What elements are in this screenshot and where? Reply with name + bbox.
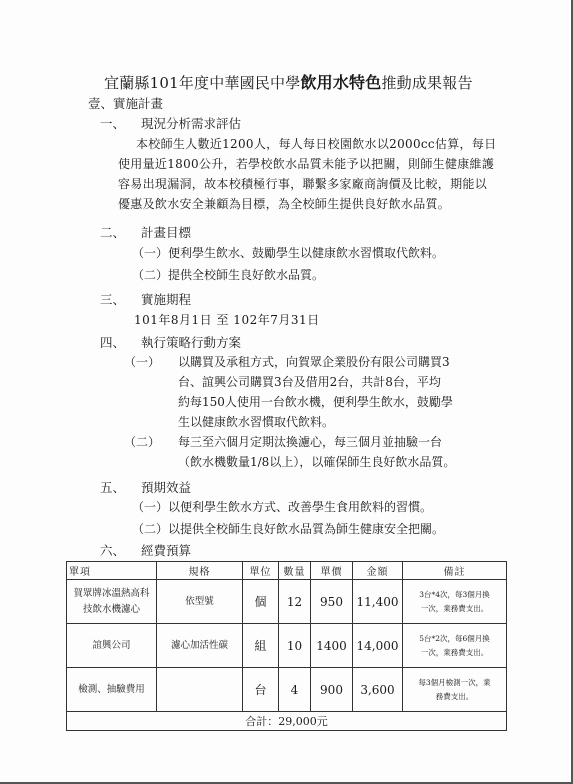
cell-qty: 12 xyxy=(279,580,311,624)
section-6-heading: 六、 經費預算 xyxy=(100,543,192,558)
strategy-item-2-line-2: （飲水機數量1/8以上），以確保師生良好飲水品質。 xyxy=(178,455,456,469)
benefit-item-1: （一）以便利學生飲水方式、改善學生食用飲料的習慣。 xyxy=(132,500,433,514)
table-row xyxy=(67,580,507,624)
cell-unit: 台 xyxy=(243,668,279,712)
header-price: 單價 xyxy=(311,562,353,580)
cell-note: 5台*2次，每6個月換 一次，業務費支出。 xyxy=(403,624,507,668)
header-spec: 規格 xyxy=(157,562,243,580)
strategy-item-1-line-4: 生以健康飲水習慣取代飲料。 xyxy=(178,415,335,429)
header-note: 備註 xyxy=(403,562,507,580)
section-5-heading: 五、 預期效益 xyxy=(100,480,192,495)
report-title: 宜蘭縣101年度中華國民中學飲用水特色推動成果報告 xyxy=(104,73,473,92)
section-2-heading: 二、 計畫目標 xyxy=(100,225,192,240)
cell-amount: 14,000 xyxy=(353,624,403,668)
strategy-item-1-line-2: 台、誼興公司購買3台及借用2台，共計8台，平均 xyxy=(178,375,441,389)
strategy-item-1-line-3: 約每150人使用一台飲水機，便利學生飲水，鼓勵學 xyxy=(178,395,453,409)
strategy-item-2-num: （二） xyxy=(124,435,161,449)
cell-price: 1400 xyxy=(311,624,353,668)
cell-amount: 3,600 xyxy=(353,668,403,712)
cell-qty: 10 xyxy=(279,624,311,668)
strategy-item-2-line-1: 每三至六個月定期汰換濾心，每三個月並抽驗一台 xyxy=(178,435,443,449)
part-heading: 壹、實施計畫 xyxy=(88,96,164,111)
strategy-item-1-num: （一） xyxy=(124,355,161,369)
budget-table xyxy=(66,561,507,731)
cell-qty: 4 xyxy=(279,668,311,712)
section-1-heading: 一、 現況分析需求評估 xyxy=(100,116,242,131)
header-item: 單項 xyxy=(67,562,157,580)
section-4-heading: 四、 執行策略行動方案 xyxy=(100,335,242,350)
table-total-row xyxy=(67,712,507,731)
section-3-heading: 三、 實施期程 xyxy=(100,292,192,307)
section-1-paragraph: 本校師生人數近1200人，每人每日校園飲水以2000cc估算，每日使用量近1800公升，若學校飲水品質未能予以把關，則師生健康維護容易出現漏洞，故本校積極行事，聯繫多家廠商詢價及比較，期能以優惠及飲水安全兼顧為目標，為全校師生提供良好飲水品質。 xyxy=(118,137,497,211)
cell-item: 誼興公司 xyxy=(67,624,157,668)
cell-note: 每3個月檢測一次，業 務費支出。 xyxy=(403,668,507,712)
cell-spec: 依型號 xyxy=(157,580,243,624)
table-header-row xyxy=(67,562,507,580)
header-qty: 數量 xyxy=(279,562,311,580)
goal-item-1: （一）便利學生飲水、鼓勵學生以健康飲水習慣取代飲料。 xyxy=(132,246,445,260)
benefit-item-2: （二）以提供全校師生良好飲水品質為師生健康安全把關。 xyxy=(132,522,445,536)
cell-price: 950 xyxy=(311,580,353,624)
cell-unit: 組 xyxy=(243,624,279,668)
table-row xyxy=(67,624,507,668)
cell-amount: 11,400 xyxy=(353,580,403,624)
strategy-item-1-line-1: 以購買及承租方式，向賀眾企業股份有限公司購買3 xyxy=(178,355,450,369)
table-row xyxy=(67,668,507,712)
cell-unit: 個 xyxy=(243,580,279,624)
cell-item: 檢測、抽驗費用 xyxy=(67,668,157,712)
cell-item: 賀眾牌冰溫熱高科 技飲水機濾心 xyxy=(67,580,157,624)
cell-spec: 濾心加活性碳 xyxy=(157,624,243,668)
goal-item-2: （二）提供全校師生良好飲水品質。 xyxy=(132,268,325,282)
header-unit: 單位 xyxy=(243,562,279,580)
cell-total: 合計：29,000元 xyxy=(67,712,507,731)
cell-price: 900 xyxy=(311,668,353,712)
cell-spec xyxy=(157,668,243,712)
period-text: 101年8月1日 至 102年7月31日 xyxy=(134,313,320,327)
cell-note: 3台*4次，每3個月換 一次，業務費支出。 xyxy=(403,580,507,624)
header-amount: 金額 xyxy=(353,562,403,580)
